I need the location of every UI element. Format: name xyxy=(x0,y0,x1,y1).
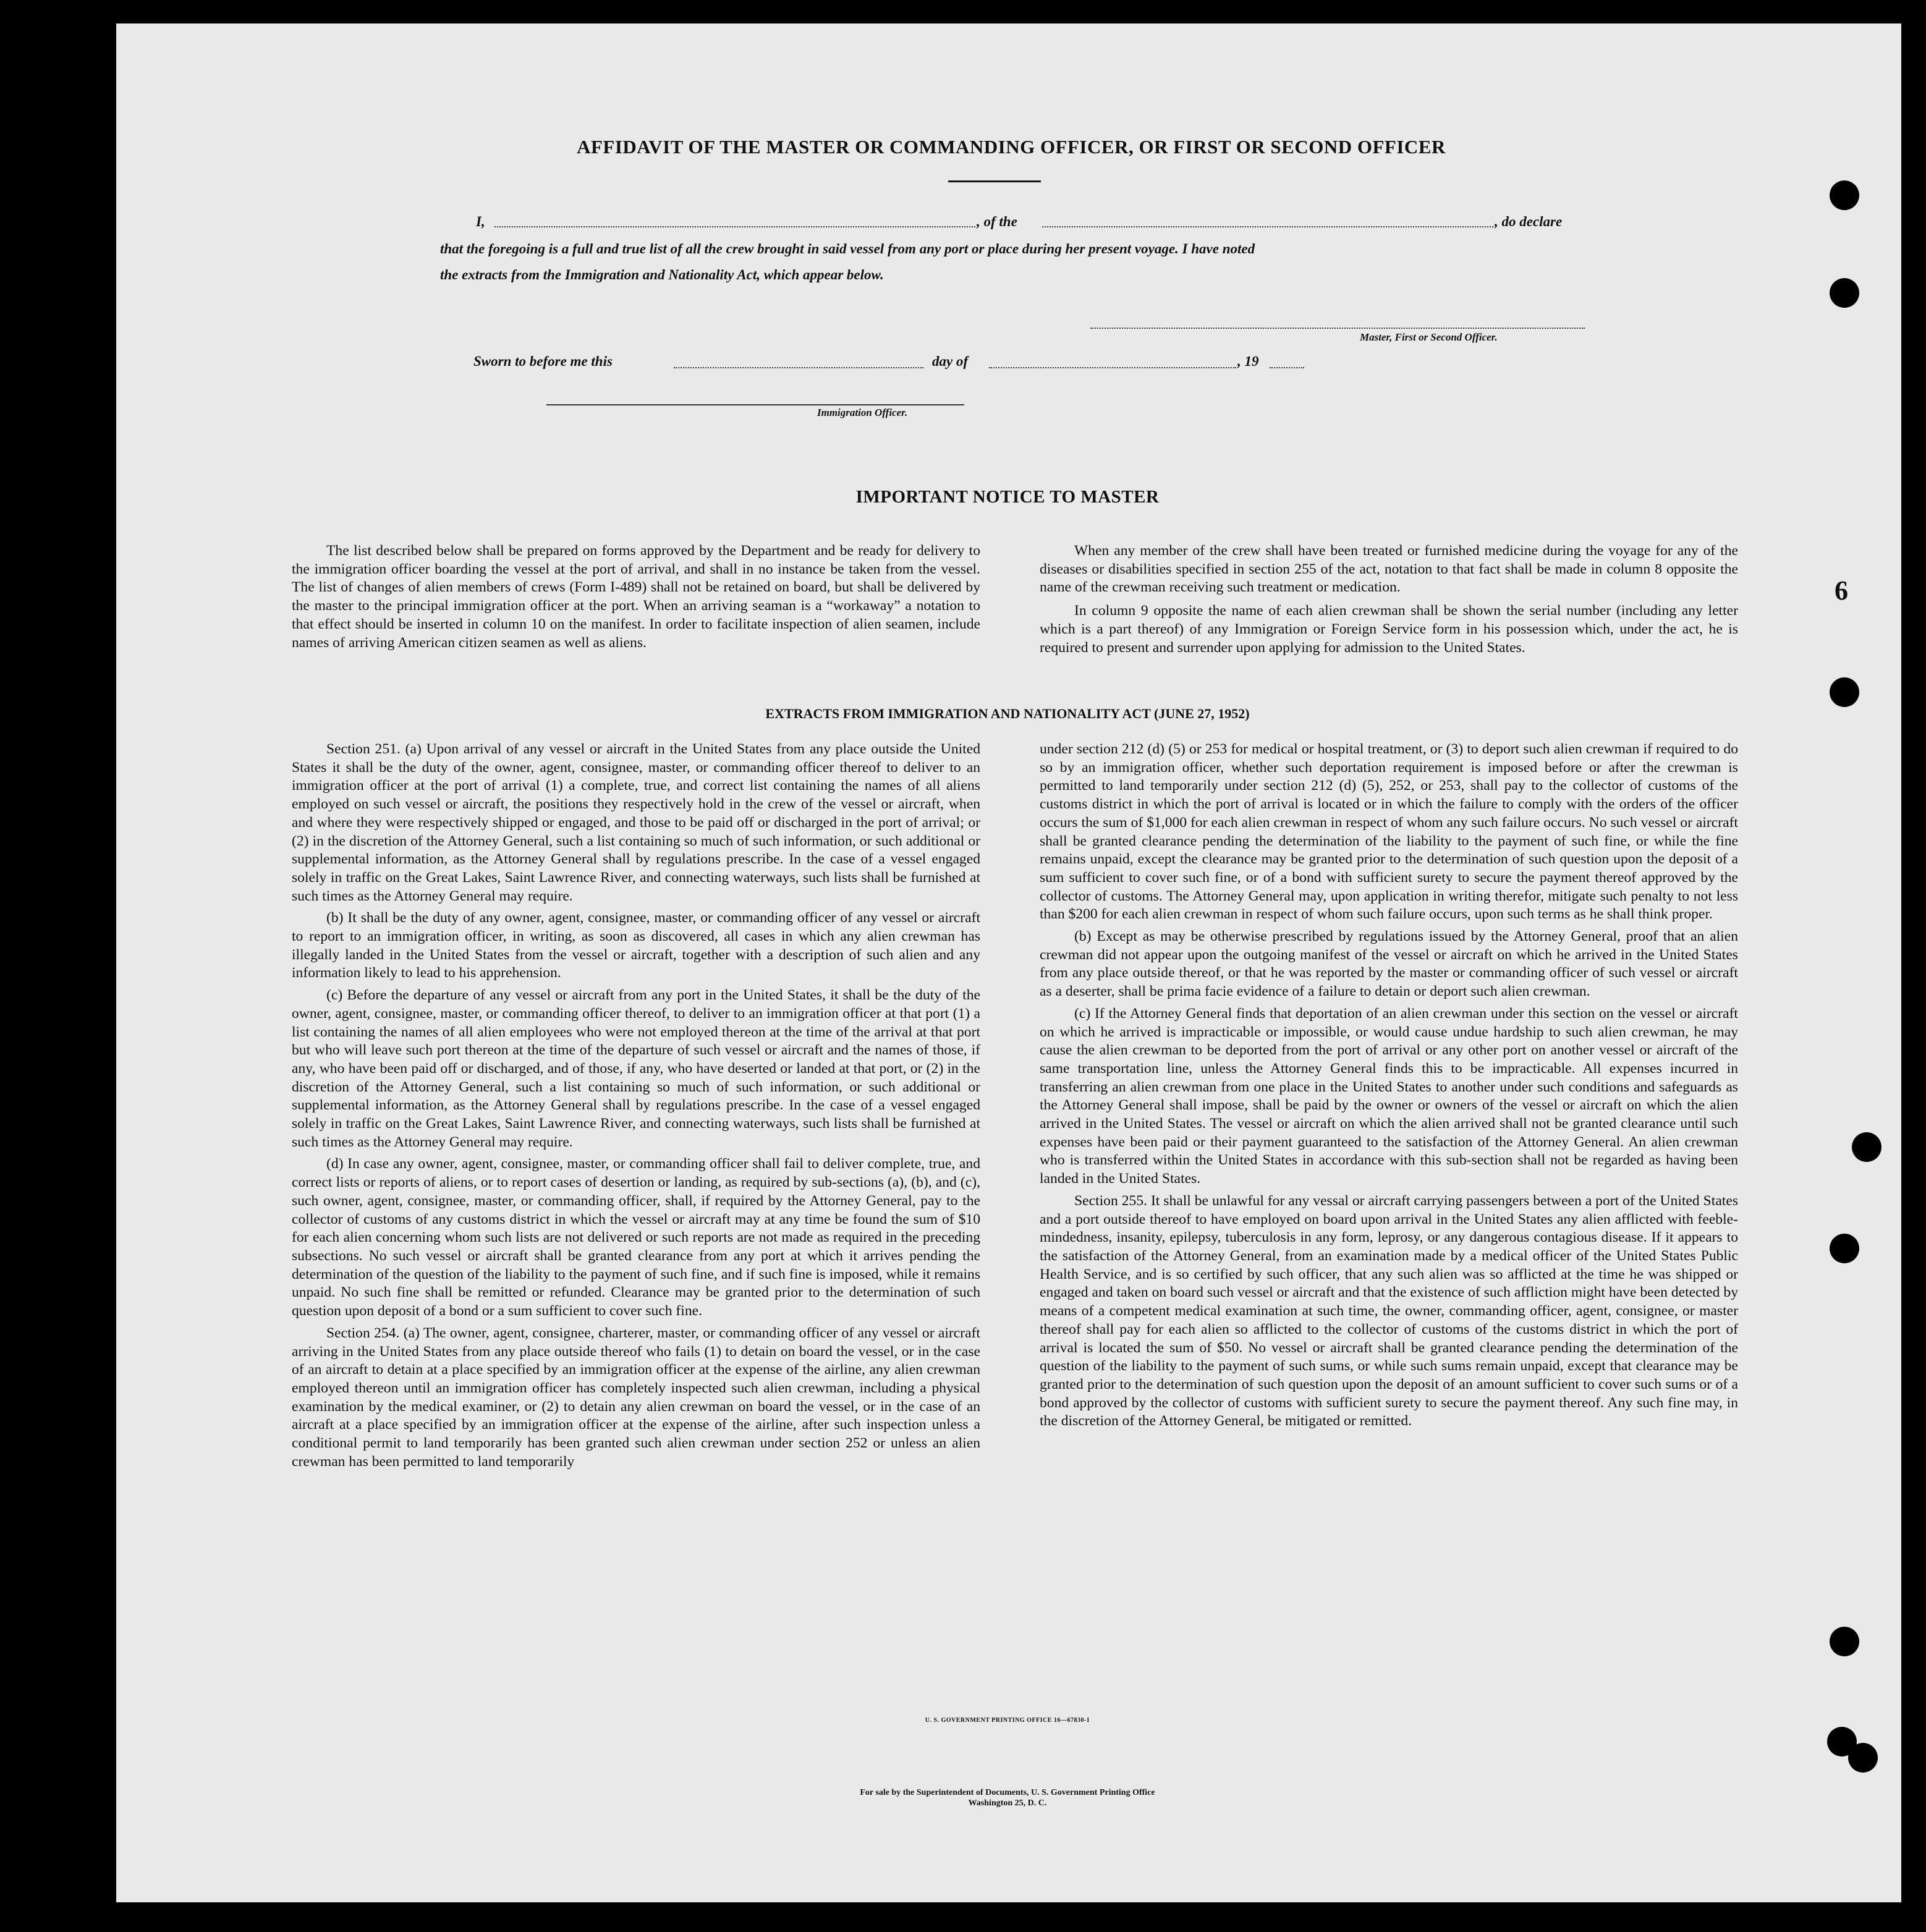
affidavit-declare: , do declare xyxy=(1495,214,1563,229)
extracts-right-column xyxy=(1040,740,1738,1431)
name-blank xyxy=(494,226,975,227)
affidavit-line3: the extracts from the Immigration and Nationality Act, which appear below. xyxy=(440,267,884,282)
year-text: , 19 xyxy=(1237,354,1259,369)
sale-notice xyxy=(711,1787,1304,1808)
notice-left-column xyxy=(292,542,980,652)
extract-paragraph: (b) It shall be the duty of any owner, agent, consignee, master, or commanding officer of any vessel or aircraft to report to an immigration officer, in writing, as soon as discovered, all cases in which any alien crewman has illegally landed in the United States from the vessel or aircraft, together with a description of such alien and any information likely to lead to his apprehension. xyxy=(292,910,980,981)
notice-paragraph: The list described below shall be prepared on forms approved by the Department and be ready for delivery to the immigration officer boarding the vessel at the port of arrival, and shall in no instance be taken from the vessel. The list of changes of alien members of crews (Form I-489) shall not be retained on board, but shall be delivered by the master to the principal immigration officer at the port. When an arriving seaman is a “workaway” a notation to that effect should be inserted in column 10 on the manifest. In order to facilitate inspection of alien seamen, include names of arriving American citizen seamen as well as aliens. xyxy=(292,543,980,651)
affidavit-line2: that the foregoing is a full and true list of all the crew brought in said vessel from any port or place during her present voyage. I have noted xyxy=(440,241,1255,256)
notice-right-column xyxy=(1040,542,1738,657)
binder-hole xyxy=(1830,677,1859,707)
master-label: Master, First or Second Officer. xyxy=(1360,331,1498,343)
master-signature-line xyxy=(1090,328,1585,329)
affidavit-title: AFFIDAVIT OF THE MASTER OR COMMANDING OFFICER, OR FIRST OR SECOND OFFICER xyxy=(577,136,1446,158)
sworn-date-blank xyxy=(674,367,923,368)
day-of-text: day of xyxy=(932,354,969,369)
officer-label: Immigration Officer. xyxy=(817,407,908,418)
binder-hole xyxy=(1830,1234,1859,1263)
page-mark: 6 xyxy=(1835,575,1848,606)
month-blank xyxy=(989,367,1236,368)
affidavit-of-the: , of the xyxy=(977,214,1017,229)
title-rule xyxy=(948,180,1041,182)
binder-hole xyxy=(1830,1627,1859,1656)
vessel-blank xyxy=(1042,226,1493,227)
extract-paragraph: Section 254. (a) The owner, agent, consignee, charterer, master, or commanding officer of any vessel or aircraft arriving in the United States from any place outside thereof who fails (1) to detain on board the vessel, or in the case of an aircraft to detain at a place specified by an immigration officer at the expense of the airline, any alien crewman employed thereon until an immigration officer has completely inspected such alien crewman, including a physical examination by the medical examiner, or (2) to detain any alien crewman on board the vessel, or in the case of an aircraft at a place specified by an immigration officer at the expense of the airline, after such inspection unless a conditional permit to land temporarily has been granted such alien crewman under section 252 or unless an alien crewman has been permitted to land temporarily xyxy=(292,1324,980,1470)
extract-paragraph: Section 251. (a) Upon arrival of any vessel or aircraft in the United States from any place outside the United States it shall be the duty of the owner, agent, consignee, master, or commanding officer thereof to deliver to an immigration officer at the port of arrival (1) a complete, true, and correct list containing the names of all aliens employed on such vessel or aircraft, the positions they respectively hold in the crew of the vessel or aircraft, when and where they were respectively shipped or engaged, and those to be paid off or discharged in the port of arrival; or (2) in the discretion of the Attorney General, such a list containing so much of such information, or such additional or supplemental information, as the Attorney General shall by regulations prescribe. In the case of a vessel engaged solely in traffic on the Great Lakes, Saint Lawrence River, and connecting waterways, such lists shall be furnished at such times as the Attorney General may require. xyxy=(292,741,980,904)
sale-line-2: Washington 25, D. C. xyxy=(968,1799,1047,1808)
binder-hole xyxy=(1848,1743,1878,1773)
extract-paragraph: (c) Before the departure of any vessel or aircraft from any port in the United States, it shall be the duty of the owner, agent, consignee, master, or commanding officer thereof, to deliver to an immigration officer at that port (1) a list containing the names of all alien employees who were not employed thereon at the time of the arrival at that port but who will leave such port thereon at the time of the departure of such vessel or aircraft and the names of those, if any, who have been paid off or discharged, and of those, if any, who have deserted or landed at that port, or (2) in the discretion of the Attorney General, such a list containing so much of such information, or such additional or supplemental information, as the Attorney General shall by regulations prescribe. In the case of a vessel engaged solely in traffic on the Great Lakes, Saint Lawrence River, and connecting waterways, such lists shall be furnished at such times as the Attorney General may require. xyxy=(292,987,980,1150)
extract-paragraph: Section 255. It shall be unlawful for any vessal or aircraft carrying passengers between a port of the United States and a port outside thereof to have employed on board upon arrival in the United States any alien afflicted with feeble-mindedness, insanity, epilepsy, tuberculosis in any form, leprosy, or any dangerous contagious disease. If it appears to the satisfaction of the Attorney General, from an examination made by a medical officer of the United States Public Health Service, and is so certified by such officer, that any such alien was so afflicted at the time he was shipped or engaged and taken on board such vessel or aircraft and that the existence of such affliction might have been detected by means of a competent medical examination at such time, the owner, commanding officer, agent, consignee, or master thereof shall pay for each alien so afflicted to the collector of customs of the customs district in which the port of arrival is located the sum of $50. No vessel or aircraft shall be granted clearance pending the determination of the question of the liability to the payment of such sums, or while such sums remain unpaid, except that clearance may be granted prior to the determination of such question upon the deposit of an amount sufficient to cover such sums or of a bond approved by the collector of customs with sufficient surety to secure the payment thereof. Any such fine may, in the discretion of the Attorney General, be mitigated or remitted. xyxy=(1040,1192,1738,1430)
sale-line-1: For sale by the Superintendent of Documents, U. S. Government Printing Office xyxy=(860,1788,1155,1797)
sworn-text: Sworn to before me this xyxy=(473,354,613,369)
binder-hole xyxy=(1830,278,1859,308)
extracts-title: EXTRACTS FROM IMMIGRATION AND NATIONALITY ACT (JUNE 27, 1952) xyxy=(765,706,1250,721)
year-blank xyxy=(1270,367,1304,368)
notice-paragraph: When any member of the crew shall have been treated or furnished medicine during the voyage for any of the diseases or disabilities specified in section 255 of the act, notation to that fact shall be made in column 8 opposite the name of the crewman receiving such treatment or medication. xyxy=(1040,543,1738,596)
extract-paragraph: under section 212 (d) (5) or 253 for medical or hospital treatment, or (3) to deport such alien crewman if required to do so by an immigration officer, whether such deportation requirement is imposed before or after the crewman is permitted to land temporarily under section 212 (d) (5), 252, or 253, shall pay to the collector of customs of the customs district in which the port of arrival is located or in which the failure to comply with the orders of the officer occurs the sum of $1,000 for each alien crewman in respect of whom any such failure occurs. No such vessel or aircraft shall be granted clearance pending the determination of the liability to the payment of such fine, or while the fine remains unpaid, except the clearance may be granted prior to the determination of such question upon the deposit of a sum sufficient to cover such fine, or of a bond with sufficient surety to secure the payment thereof approved by the collector of customs. The Attorney General may, upon application in writing therefor, mitigate such penalty to not less than $200 for each alien crewman in respect of whom such failure occurs, upon such terms as he shall think proper. xyxy=(1040,741,1738,923)
affidavit-i: I, xyxy=(476,214,485,229)
extracts-left-column xyxy=(292,740,980,1471)
binder-hole xyxy=(1852,1132,1881,1162)
extract-paragraph: (b) Except as may be otherwise prescribed by regulations issued by the Attorney General, proof that an alien crewman did not appear upon the outgoing manifest of the vessel or aircraft on which he arrived in the United States from any place outside thereof, or that he was reported by the master or commanding officer of such vessel or aircraft as a deserter, shall be prima facie evidence of a failure to detain or deport such alien crewman. xyxy=(1040,928,1738,1000)
binder-hole xyxy=(1830,180,1859,210)
extract-paragraph: (c) If the Attorney General finds that deportation of an alien crewman under this section on the vessel or aircraft on which he arrived is impracticable or impossible, or would cause undue hardship to such alien crewman, he may cause the alien crewman to be deported from the port of arrival or any other port on another vessel or aircraft of the same transportation line, unless the Attorney General finds this to be impracticable. All expenses incurred in transferring an alien crewman from one place in the United States to another under such conditions and safeguards as the Attorney General shall impose, shall be paid by the owner or owners of the vessel or aircraft on which the alien arrived in the United States. The vessel or aircraft on which the alien arrived shall not be granted clearance until such expenses have been paid or their payment guaranteed to the satisfaction of the Attorney General. An alien crewman who is transferred within the United States in accordance with this sub-section shall not be regarded as having been landed in the United States. xyxy=(1040,1005,1738,1187)
notice-paragraph: In column 9 opposite the name of each alien crewman shall be shown the serial number (including any letter which is a part thereof) of any Immigration or Foreign Service form in his possession which, under the act, he is required to present and surrender upon applying for admission to the United States. xyxy=(1040,603,1738,656)
printing-office-line: U. S. GOVERNMENT PRINTING OFFICE 16—67830-1 xyxy=(925,1717,1090,1724)
officer-signature-line xyxy=(546,404,964,405)
extract-paragraph: (d) In case any owner, agent, consignee, master, or commanding officer shall fail to deliver complete, true, and correct lists or reports of aliens, or to report cases of desertion or landing, as required by sub-sections (a), (b), and (c), such owner, agent, consignee, master, or commanding officer, shall, if required by the Attorney General, pay to the collector of customs of any customs district in which the vessel or aircraft may at any time be found the sum of $10 for each alien concerning whom such lists are not delivered or such reports are not made as required in the preceding subsections. No such vessel or aircraft shall be granted clearance from any port at which it arrives pending the determination of the question of the liability to the payment of such fine, and if such fine is imposed, while it remains unpaid. No such fine shall be remitted or refunded. Clearance may be granted prior to the determination of such question upon deposit of a bond or a sum sufficient to cover such fine. xyxy=(292,1156,980,1320)
notice-title: IMPORTANT NOTICE TO MASTER xyxy=(855,487,1160,507)
